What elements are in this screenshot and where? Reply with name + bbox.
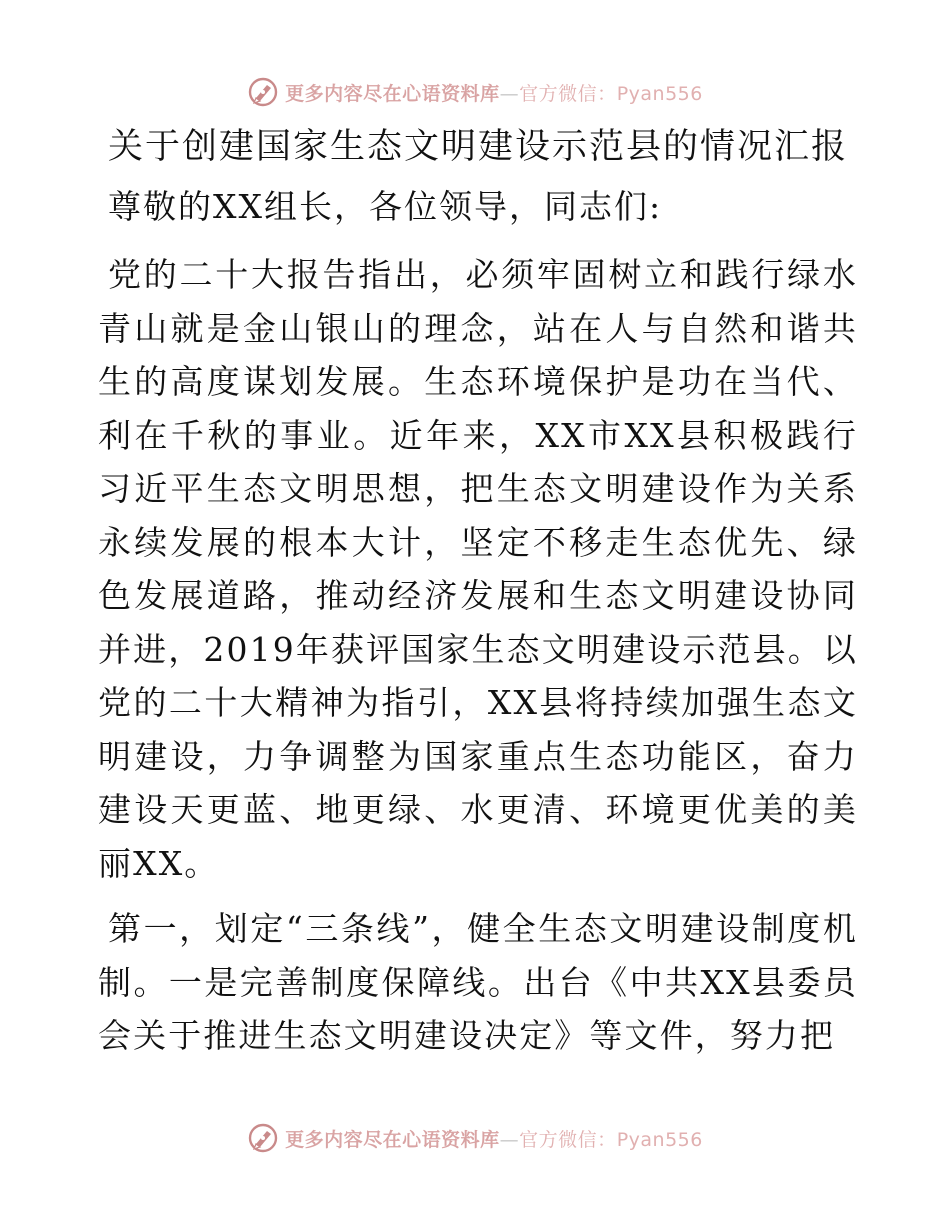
footer-watermark-banner xyxy=(0,1118,950,1158)
document-body xyxy=(98,122,858,1075)
footer-banner-wechat-label: 官方微信： xyxy=(519,1128,617,1151)
footer-banner-wechat-id: Pyan556 xyxy=(616,1128,703,1151)
header-banner-inner xyxy=(247,76,703,108)
paragraph-2: 第一，划定“三条线”，健全生态文明建设制度机制。一是完善制度保障线。出台《中共XX县委员会关于推进生态文明建设决定》等文件，努力把 xyxy=(98,909,858,1055)
header-watermark-banner xyxy=(0,72,950,112)
pen-seal-icon xyxy=(247,1122,279,1154)
document-title: 关于创建国家生态文明建设示范县的情况汇报 xyxy=(108,127,849,167)
header-banner-text xyxy=(285,79,703,106)
header-banner-main: 更多内容尽在心语资料库 xyxy=(285,82,500,105)
paragraph-1: 党的二十大报告指出，必须牢固树立和践行绿水青山就是金山银山的理念，站在人与自然和谐共生的高度谋划发展。生态环境保护是功在当代、利在千秋的事业。近年来，XX市XX县积极践行习近平生态文明思想，把生态文明建设作为关系永续发展的根本大计，坚定不移走生态优先、绿色发展道路，推动经济发展和生态文明建设协同并进，2019年获评国家生态文明建设示范县。以党的二十大精神为指引，XX县将持续加强生态文明建设，力争调整为国家重点生态功能区，奋力建设天更蓝、地更绿、水更清、环境更优美的美丽XX。 xyxy=(98,255,858,883)
footer-banner-separator: — xyxy=(499,1128,520,1151)
header-banner-wechat-id: Pyan556 xyxy=(616,82,703,105)
document-salutation: 尊敬的XX组长，各位领导，同志们: xyxy=(108,187,663,226)
header-banner-wechat-label: 官方微信： xyxy=(519,82,617,105)
pen-seal-icon xyxy=(247,76,279,108)
footer-banner-inner xyxy=(247,1122,703,1154)
footer-banner-text xyxy=(285,1125,703,1152)
footer-banner-main: 更多内容尽在心语资料库 xyxy=(285,1128,500,1151)
header-banner-separator: — xyxy=(499,82,520,105)
